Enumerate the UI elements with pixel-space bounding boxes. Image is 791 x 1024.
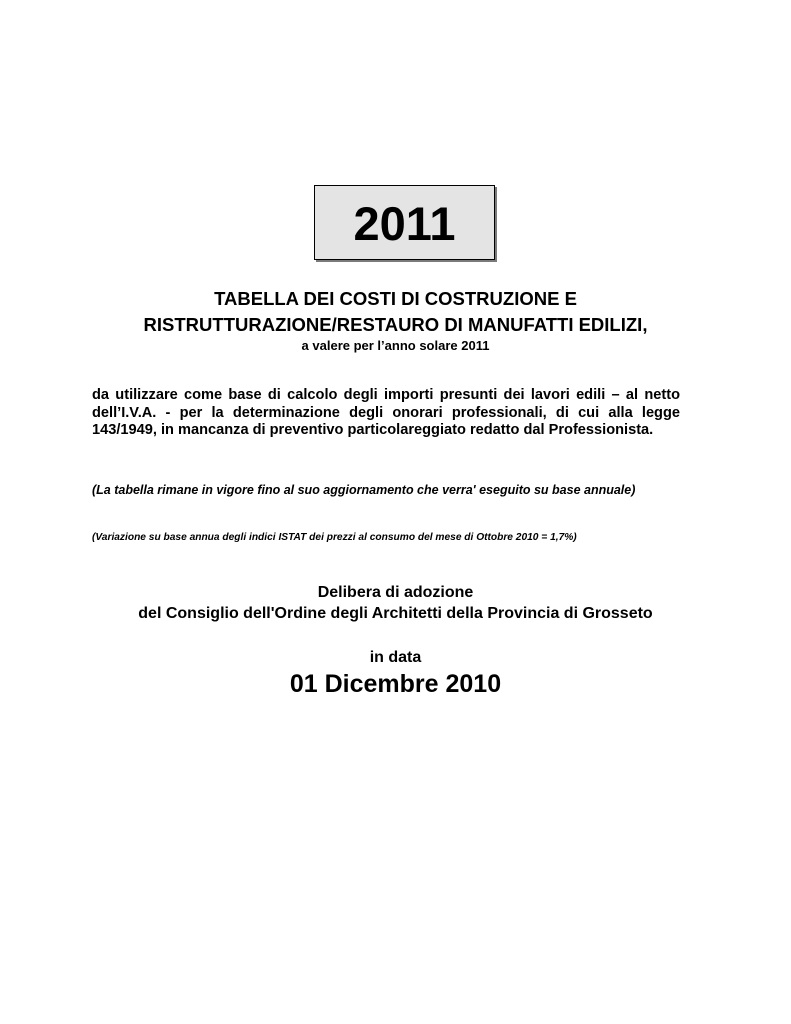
validity-note: (La tabella rimane in vigore fino al suo aggiornamento che verra' eseguito su base annuale) (92, 483, 636, 497)
istat-note: (Variazione su base annua degli indici ISTAT dei prezzi al consumo del mese di Ottobre 2010 = 1,7%) (92, 532, 577, 543)
deliberation-date: 01 Dicembre 2010 (289, 670, 502, 698)
deliberation-council: del Consiglio dell'Ordine degli Architetti della Provincia di Grosseto (138, 605, 653, 622)
title-line-1: TABELLA DEI COSTI DI COSTRUZIONE E (214, 288, 577, 309)
date-label: in data (369, 649, 422, 666)
year-heading: 2011 (353, 197, 456, 250)
main-paragraph: da utilizzare come base di calcolo degli importi presunti dei lavori edili – al netto dell’I.V.A. - per la determinazione degli onorari professionali, di cui alla legge 143/1949, in mancanza di preventivo particolareggiato redatto dal Professionista. (92, 387, 680, 438)
year-box (314, 185, 495, 260)
title-line-2: RISTRUTTURAZIONE/RESTAURO DI MANUFATTI EDILIZI, (143, 314, 648, 335)
deliberation-heading: Delibera di adozione (317, 584, 474, 601)
title-subtitle: a valere per l’anno solare 2011 (301, 338, 490, 353)
